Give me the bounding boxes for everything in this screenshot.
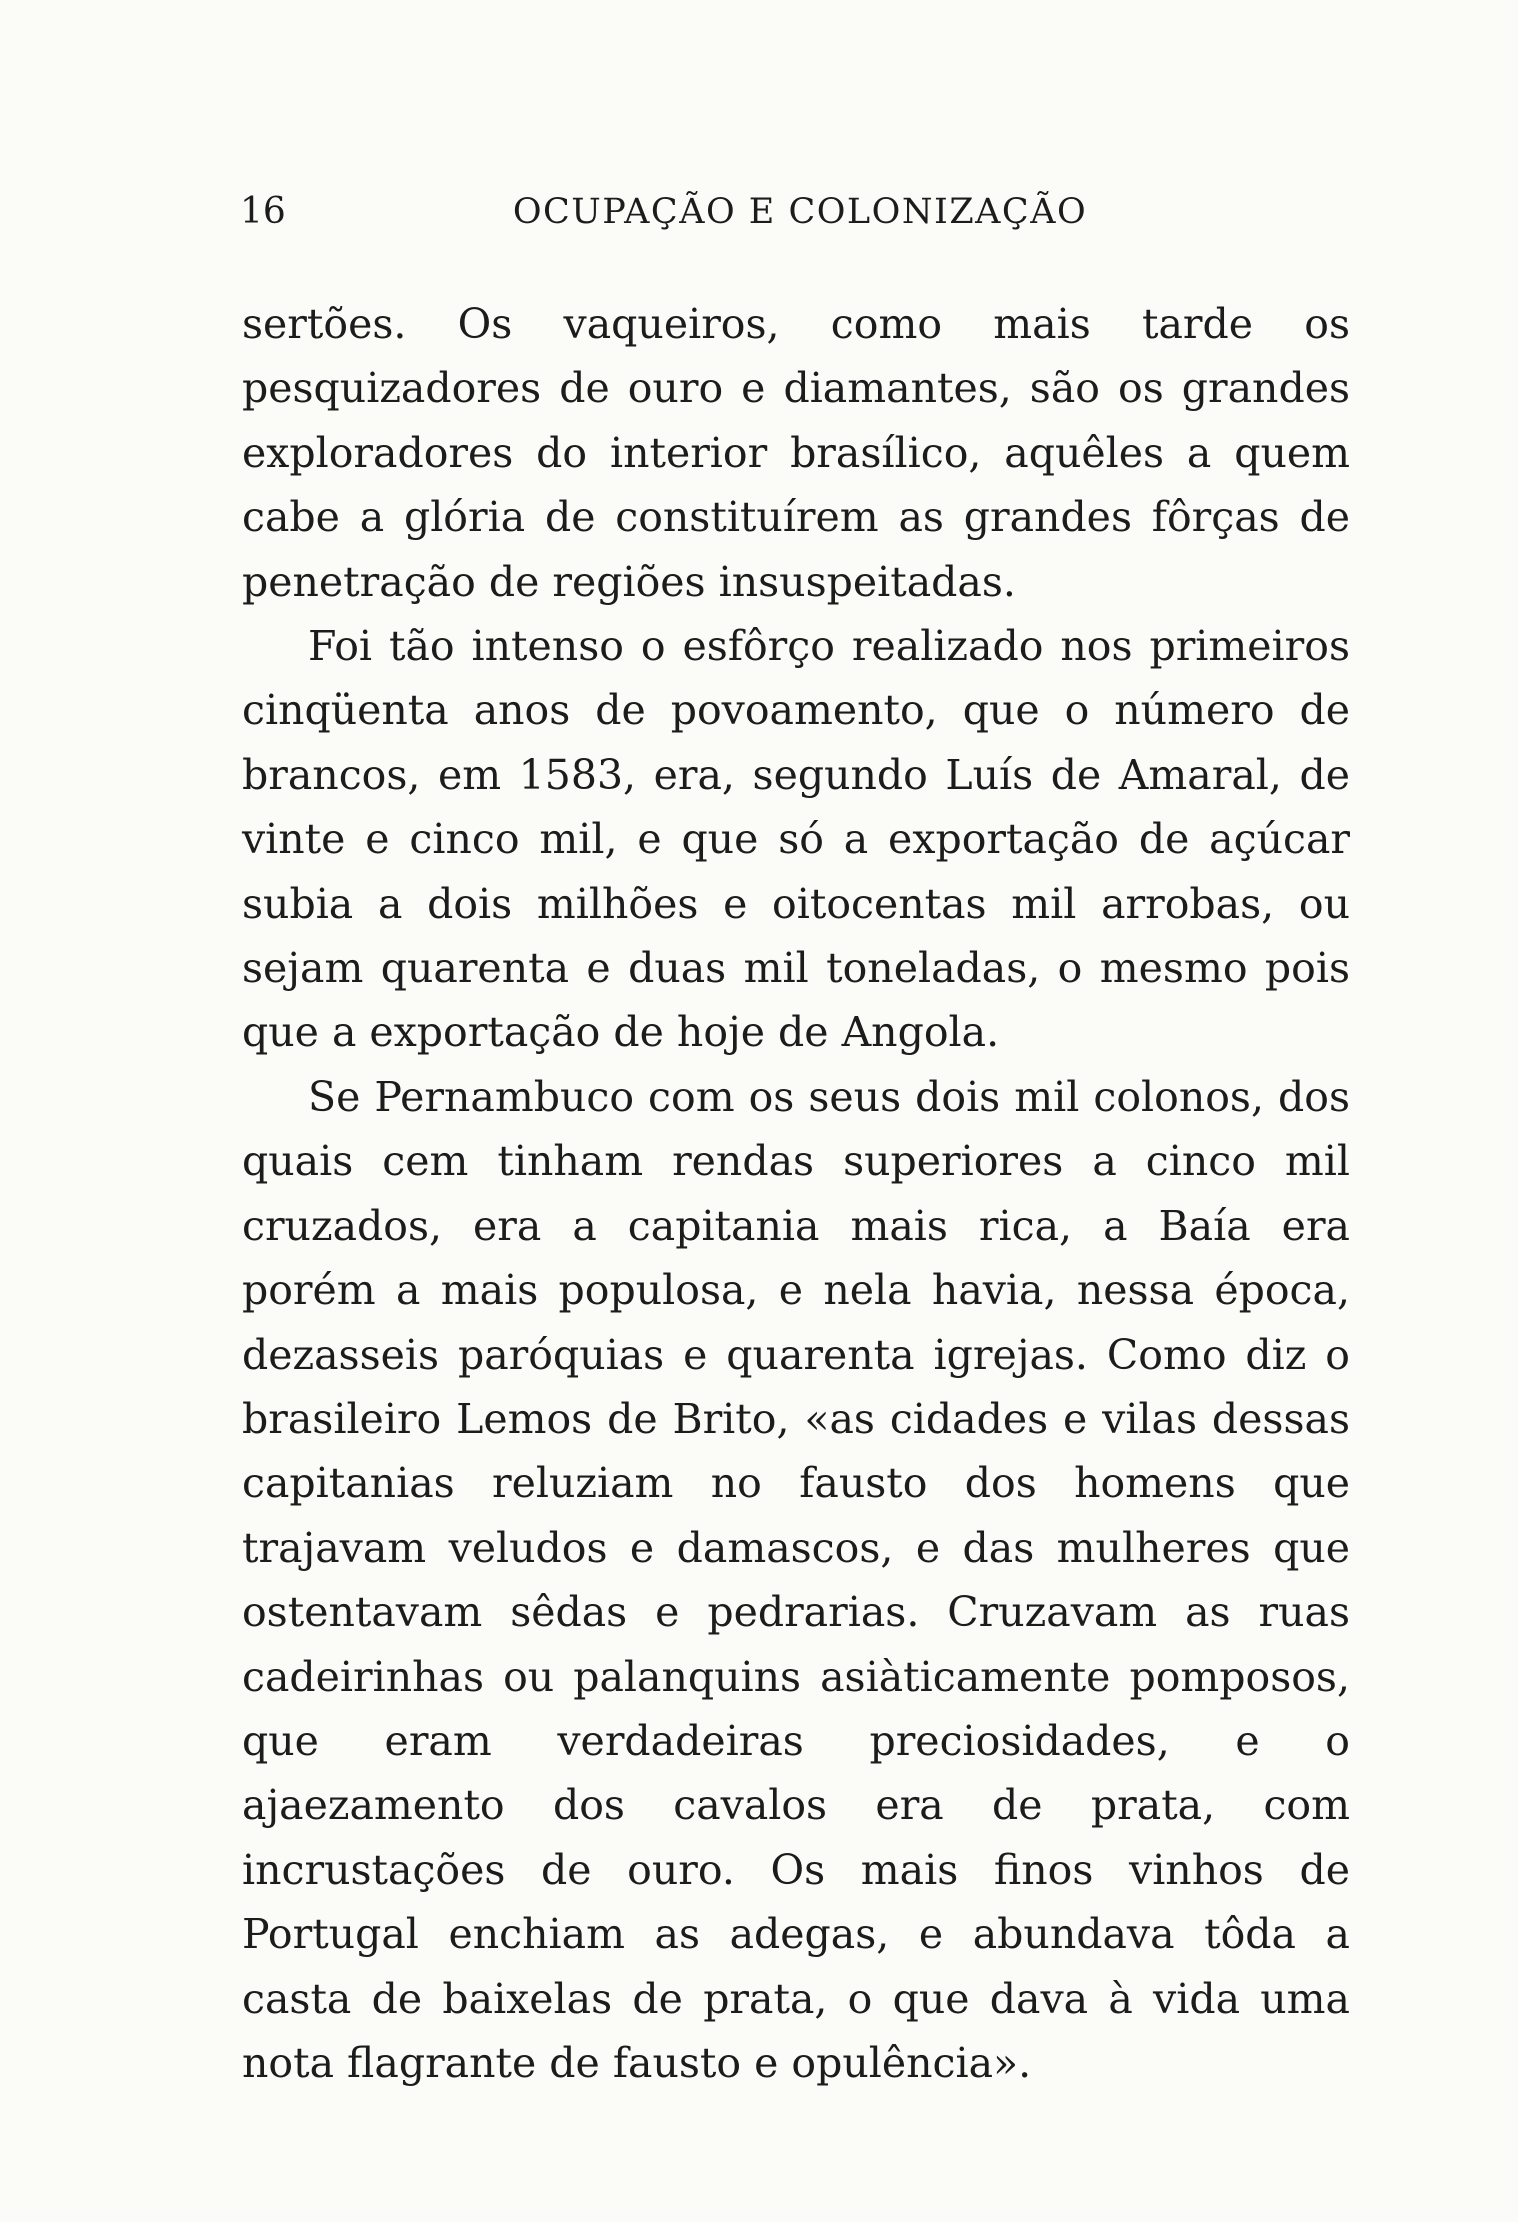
running-title: OCUPAÇÃO E COLONIZAÇÃO xyxy=(512,192,1088,232)
paragraph-3: Se Pernambuco com os seus dois mil colonos, dos quais cem tinham rendas superiores a cinco mil cruzados, era a capitania mais rica, a Baía era porém a mais populosa, e nela havia, nessa época, dezasseis paróquias e quarenta igrejas. Como diz o brasileiro Lemos de Brito, «as cidades e vilas dessas capitanias reluziam no fausto dos homens que trajavam veludos e damascos, e das mulheres que ostentavam sêdas e pedrarias. Cruzavam as ruas cadeirinhas ou palanquins asiàticamente pomposos, que eram verdadeiras preciosidades, e o ajaezamento dos cavalos era de prata, com incrustações de ouro. Os mais finos vinhos de Portugal enchiam as adegas, e abundava tôda a casta de baixelas de prata, o que dava à vida uma nota flagrante de fausto e opulência». xyxy=(242,1072,1350,2087)
page-header xyxy=(240,186,1360,238)
body-text xyxy=(242,292,1350,2095)
page-number: 16 xyxy=(240,191,286,232)
paragraph-2: Foi tão intenso o esfôrço realizado nos primeiros cinqüenta anos de povoamento, que o número de brancos, em 1583, era, segundo Luís de Amaral, de vinte e cinco mil, e que só a exportação de açúcar subia a dois milhões e oitocentas mil arrobas, ou sejam quarenta e duas mil toneladas, o mesmo pois que a exportação de hoje de Angola. xyxy=(242,622,1350,1057)
paragraph-1: sertões. Os vaqueiros, como mais tarde os pesquizadores de ouro e diamantes, são os grandes exploradores do interior brasílico, aquêles a quem cabe a glória de constituírem as grandes fôrças de penetração de regiões insuspeitadas. xyxy=(242,300,1350,606)
